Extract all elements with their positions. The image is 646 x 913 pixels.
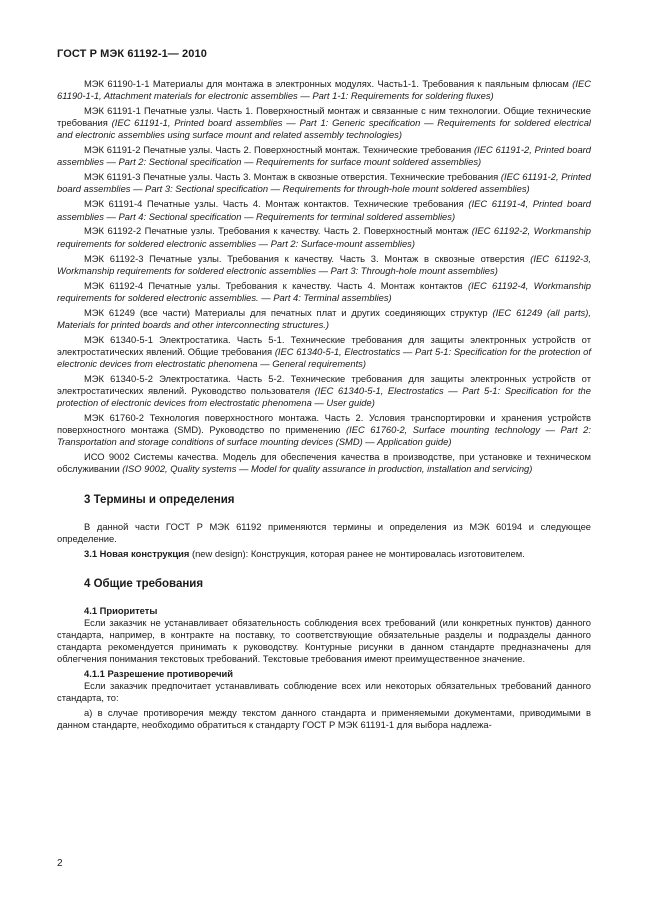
reference-english-title: (IEC 61192-3, Workmanship requirements for soldered electronic assemblies — Part 3: Through-hole mount assemblies): [57, 252, 591, 276]
reference-item: [57, 253, 591, 277]
subsection-4-1-1-heading: 4.1.1 Разрешение противоречий: [84, 668, 234, 680]
reference-russian-title: МЭК 61340-5-1 Электростатика. Часть 5-1. Технические требования для защиты электронных устройств от электростатических явлений. Общие требования: [57, 333, 591, 357]
reference-item: [57, 198, 591, 222]
normative-references-list: [57, 78, 591, 476]
reference-russian-title: МЭК 61191-3 Печатные узлы. Часть 3. Монтаж в сквозные отверстия. Технические требования: [84, 171, 501, 183]
reference-russian-title: МЭК 61190-1-1 Материалы для монтажа в электронных модулях. Часть1-1. Требования к паяльным флюсам: [84, 78, 573, 89]
reference-english-title: (IEC 61192-2, Workmanship requirements for soldered electronic assemblies — Part 2: Surface-mount assemblies): [57, 225, 591, 249]
reference-english-title: (IEC 61340-5-1, Electrostatics — Part 5-1: Specification for the protection of electronic devices from electrostatic phenomena — User guide): [57, 385, 591, 409]
reference-item: [57, 412, 591, 448]
subsection-4-1-text: Если заказчик не устанавливает обязательность соблюдения всех требований (или конкретных пунктов) данного стандарта, например, в контракте на поставку, то соответствующие обязательные разделы и подразделы данного стандарта рекомендуется принимать к руководству. Контурные рисунки в данном стандарте предназначены для облегчения понимания текстовых требований. Текстовые требования имеют преимущественное значение.: [57, 616, 591, 665]
reference-russian-title: ИСО 9002 Системы качества. Модель для обеспечения качества в производстве, при установке и техническом обслуживании: [57, 451, 591, 475]
term-3-1-definition: (new design): Конструкция, которая ранее не монтировалась изготовителем.: [189, 547, 525, 559]
subsection-4-1-heading: 4.1 Приоритеты: [84, 604, 158, 616]
reference-russian-title: МЭК 61340-5-2 Электростатика. Часть 5-2. Технические требования для защиты электронных устройств от электростатических явлений. Руководство пользователя: [57, 372, 591, 397]
reference-item: [57, 144, 591, 168]
reference-english-title: (IEC 61192-4, Workmanship requirements for soldered electronic assemblies. — Part 4: Terminal assemblies): [57, 279, 591, 303]
reference-english-title: (IEC 61760-2, Surface mounting technology — Part 2: Transportation and storage conditions of surface mounting devices (SMD) — Application guide): [57, 424, 592, 448]
reference-item: [57, 334, 591, 370]
term-3-1: [57, 548, 591, 560]
reference-item: [57, 307, 591, 331]
subsection-4-1-1-item-a: а) в случае противоречия между текстом данного стандарта и применяемыми документами, приводимыми в данном стандарте, необходимо обратиться к стандарту ГОСТ Р МЭК 61191-1 для выбора надлежа-: [57, 707, 591, 731]
section-3-heading: 3 Термины и определения: [84, 493, 235, 506]
section-3-intro: В данной части ГОСТ Р МЭК 61192 применяются термины и определения из МЭК 60194 и следующее определение.: [57, 520, 591, 544]
reference-item: [57, 105, 591, 141]
reference-russian-title: МЭК 61249 (все части) Материалы для печатных плат и других соединяющих структур: [84, 306, 493, 318]
reference-russian-title: МЭК 61192-3 Печатные узлы. Требования к качеству. Часть 3. Монтаж в сквозные отверстия: [84, 252, 531, 264]
reference-english-title: (IEC 61249 (all parts), Materials for printed boards and other interconnecting structures.): [57, 306, 591, 330]
reference-english-title: (IEC 61191-2, Printed board assemblies — Part 2: Sectional specification — Requirements for surface mount soldered assemblies): [57, 144, 591, 168]
reference-english-title: (IEC 61340-5-1, Electrostatics — Part 5-1: Specification for the protection of electronic devices from electrostatic phenomena — General requirements): [57, 345, 591, 369]
reference-item: [57, 78, 591, 102]
reference-russian-title: МЭК 61192-4 Печатные узлы. Требования к качеству. Часть 4. Монтаж контактов: [84, 279, 468, 291]
reference-english-title: (IEC 61191-1, Printed board assemblies — Part 1: Generic specification — Requirements for soldered electrical and electronic assemblies using surface mount and related assembly technologies): [57, 117, 591, 141]
section-4-heading: 4 Общие требования: [84, 577, 204, 590]
reference-item: [57, 373, 591, 409]
reference-item: [57, 225, 591, 249]
reference-item: [57, 451, 591, 475]
reference-russian-title: МЭК 61191-4 Печатные узлы. Часть 4. Монтаж контактов. Технические требования: [84, 198, 469, 210]
reference-english-title: (IEC 61191-4, Printed board assemblies — Part 4: Sectional specification — Requirements for terminal soldered assemblies): [57, 198, 591, 222]
document-body: [57, 78, 591, 734]
reference-english-title: (IEC 61190-1-1, Attachment materials for electronic assemblies — Part 1-1: Requirements for soldering fluxes): [57, 78, 591, 102]
reference-english-title: (IEC 61191-2, Printed board assemblies — Part 3: Sectional specification — Requirements for through-hole mount soldered assemblies): [57, 171, 591, 195]
subsection-4-1-1-text: Если заказчик предпочитает устанавливать соблюдение всех или некоторых обязательных требований данного стандарта, то:: [57, 680, 591, 704]
reference-russian-title: МЭК 61191-2 Печатные узлы. Часть 2. Поверхностный монтаж. Технические требования: [84, 144, 474, 156]
term-3-1-label: 3.1 Новая конструкция: [84, 547, 190, 559]
reference-russian-title: МЭК 61760-2 Технология поверхностного монтажа. Часть 2. Условия транспортировки и хранения устройств поверхностного монтажа (SMD). Руководство по применению: [57, 412, 591, 436]
reference-item: [57, 280, 591, 304]
reference-item: [57, 171, 591, 195]
document-header: ГОСТ Р МЭК 61192-1— 2010: [57, 48, 207, 60]
reference-english-title: (ISO 9002, Quality systems — Model for quality assurance in production, installation and servicing): [122, 463, 533, 475]
reference-russian-title: МЭК 61191-1 Печатные узлы. Часть 1. Поверхностный монтаж и связанные с ним технологии. Общие технические требования: [57, 105, 591, 129]
page-number: 2: [57, 858, 63, 869]
reference-russian-title: МЭК 61192-2 Печатные узлы. Требования к качеству. Часть 2. Поверхностный монтаж: [84, 225, 472, 237]
